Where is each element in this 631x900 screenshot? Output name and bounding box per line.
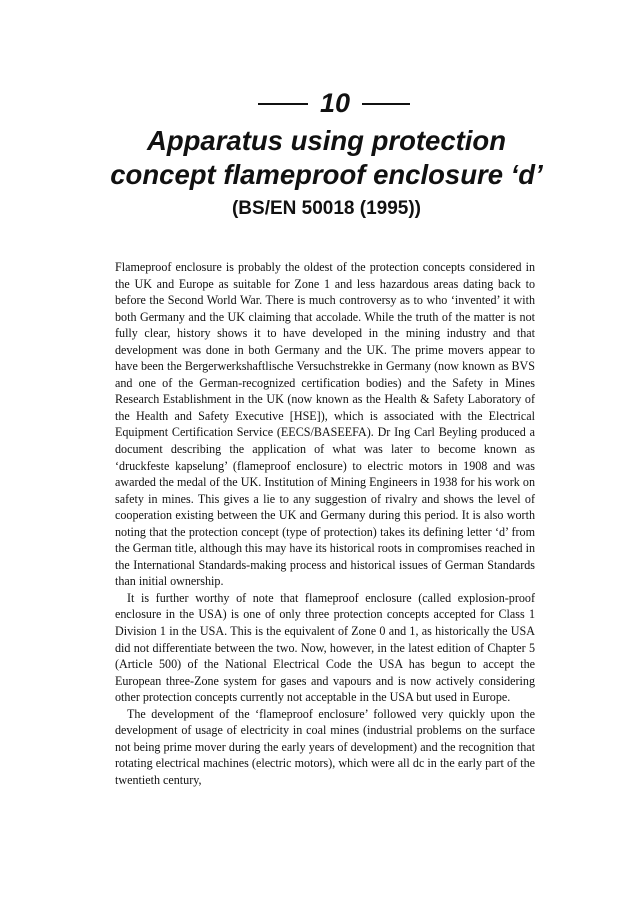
chapter-number: 10 [319,88,351,118]
paragraph-1: Flameproof enclosure is probably the oldest of the protection concepts considered in the UK and Europe as suitable for Zone 1 and less hazardous areas dating back to before the Second World War. There is much controversy as to who ‘invented’ it with both Germany and the UK claiming that accolade. While the truth of the matter is not fully clear, history shows it to have developed in the mining industry and that development was done in both Germany and the UK. The prime movers appear to have been the Bergerwerkshaftlische Versuchstrekke in Germany (now known as BVS and one of the German-recognized certification bodies) and the Safety in Mines Research Establishment in the UK (now known as the Health & Safety Laboratory of the Health and Safety Executive [HSE]), which is associated with the Electrical Equipment Certification Service (EECS/BASEEFA). Dr Ing Carl Beyling produced a document describing the application of what was later to become known as ‘druckfeste kapselung’ (flameproof enclosure) to electric motors in 1908 and was awarded the medal of the UK. Institution of Mining Engineers in 1938 for his work on safety in mines. This gives a lie to any suggestion of rivalry and shows the level of cooperation existing between the UK and Germany during this period. It is also worth noting that the protection concept (type of protection) takes its defining letter ‘d’ from the German title, although this may have its historical roots in compromises reached in the International Standards-making process and historical issues of German Standards than initial ownership. [115,260,535,589]
chapter-standard-reference: (BS/EN 50018 (1995)) [231,198,422,219]
paragraph-2: It is further worthy of note that flameproof enclosure (called explosion-proof enclosure in the USA) is one of only three protection concepts accepted for Class 1 Division 1 in the USA. This is the equivalent of Zone 0 and 1, as historically the USA did not differentiate between the two. Now, however, in the latest edition of Chapter 5 (Article 500) of the National Electrical Code the USA has begun to accept the European three-Zone system for gases and vapours and is now actively considering other protection concepts currently not acceptable in the USA but used in Europe. [115,590,535,705]
chapter-title [60,124,593,192]
paragraph-3: The development of the ‘flameproof enclosure’ followed very quickly upon the development of usage of electricity in coal mines (industrial problems on the surface not being prime mover during the early years of development) and the recognition that rotating electrical machines (electric motors), which were all dc in the early part of the twentieth century, [115,706,535,787]
chapter-title-line-1: Apparatus using protection [146,125,507,156]
chapter-number-left-rule [258,103,308,105]
chapter-title-line-2: concept flameproof enclosure ‘d’ [110,159,543,190]
body-text [115,259,535,789]
chapter-number-row [0,86,631,120]
chapter-number-right-rule [362,103,410,105]
